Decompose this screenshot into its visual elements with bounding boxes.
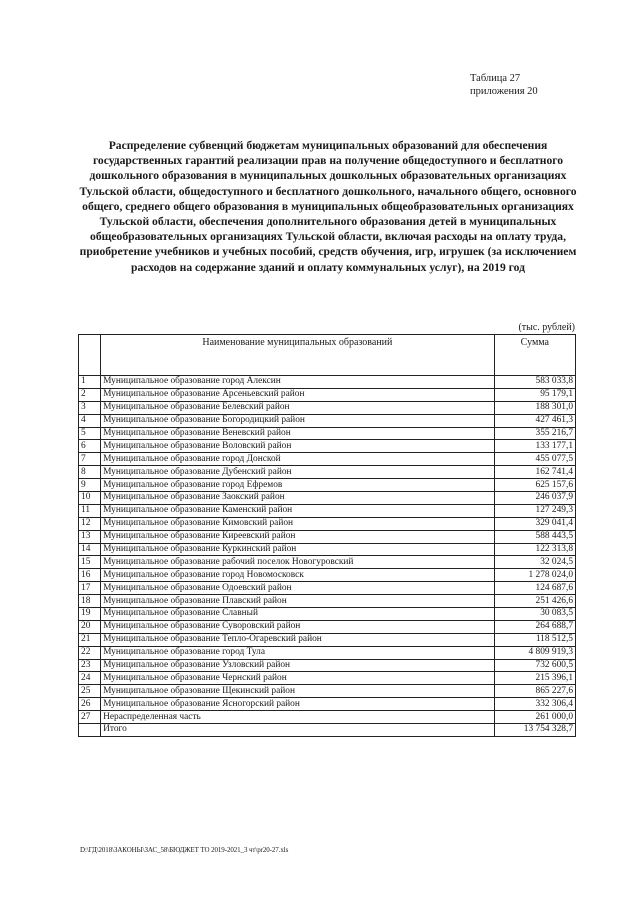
table-row <box>79 608 576 621</box>
municipality-name: Муниципальное образование Славный <box>101 608 495 621</box>
document-title: Распределение субвенций бюджетам муниципальных образований для обеспечения государственных гарантий реализации прав на получение общедоступного и бесплатного дошкольного образования в муниципальных дошкольных образовательных организациях Тульской области, общедоступного и бесплатного дошкольного, начального общего, основного общего, среднего общего образования в муниципальных общеобразовательных организациях Тульской области, обеспечения дополнительного образования детей в муниципальных общеобразовательных организациях Тульской области, включая расходы на оплату труда, приобретение учебников и учебных пособий, средств обучения, игр, игрушек (за исключением расходов на содержание зданий и оплату коммунальных услуг), на 2019 год <box>79 139 577 274</box>
row-number: 17 <box>79 582 101 595</box>
header-name-cell: Наименование муниципальных образований <box>101 335 495 376</box>
subsidy-amount: 329 041,4 <box>494 517 575 530</box>
subsidy-amount: 4 809 919,3 <box>494 646 575 659</box>
row-number: 11 <box>79 504 101 517</box>
row-number: 15 <box>79 556 101 569</box>
subsidy-amount: 261 000,0 <box>494 711 575 724</box>
table-row <box>79 711 576 724</box>
table-row <box>79 427 576 440</box>
subsidy-amount: 264 688,7 <box>494 620 575 633</box>
row-number: 7 <box>79 453 101 466</box>
row-number: 8 <box>79 466 101 479</box>
row-number: 2 <box>79 388 101 401</box>
subsidy-table <box>78 334 576 737</box>
row-number: 10 <box>79 492 101 505</box>
table-row <box>79 685 576 698</box>
row-number: 9 <box>79 479 101 492</box>
municipality-name: Муниципальное образование Узловский район <box>101 659 495 672</box>
row-number: 6 <box>79 440 101 453</box>
table-row <box>79 633 576 646</box>
row-number: 27 <box>79 711 101 724</box>
municipality-name: Муниципальное образование Арсеньевский район <box>101 388 495 401</box>
appendix-label: приложения 20 <box>470 86 538 97</box>
table-row <box>79 453 576 466</box>
row-number: 1 <box>79 376 101 389</box>
municipality-name: Муниципальное образование Каменский район <box>101 504 495 517</box>
subsidy-amount: 588 443,5 <box>494 530 575 543</box>
subsidy-amount: 427 461,3 <box>494 414 575 427</box>
municipality-name: Нераспределенная часть <box>101 711 495 724</box>
municipality-name: Муниципальное образование Ясногорский район <box>101 698 495 711</box>
row-number: 22 <box>79 646 101 659</box>
municipality-name: Муниципальное образование Киреевский район <box>101 530 495 543</box>
file-path-footer: D:\ГД\2018\ЗАКОНЫ\ЗАС_58\БЮДЖЕТ ТО 2019-2021_3 чт\pr20-27.xls <box>80 846 289 854</box>
total-label: Итого <box>101 724 495 737</box>
subsidy-amount: 251 426,6 <box>494 595 575 608</box>
municipality-name: Муниципальное образование Веневский район <box>101 427 495 440</box>
table-row <box>79 440 576 453</box>
subsidy-amount: 118 512,5 <box>494 633 575 646</box>
table-row <box>79 595 576 608</box>
table-row <box>79 672 576 685</box>
subsidy-amount: 865 227,6 <box>494 685 575 698</box>
subsidy-amount: 583 033,8 <box>494 376 575 389</box>
municipality-name: Муниципальное образование Заокский район <box>101 492 495 505</box>
row-number: 5 <box>79 427 101 440</box>
table-row <box>79 530 576 543</box>
table-row <box>79 479 576 492</box>
subsidy-amount: 332 306,4 <box>494 698 575 711</box>
municipality-name: Муниципальное образование город Алексин <box>101 376 495 389</box>
subsidy-amount: 1 278 024,0 <box>494 569 575 582</box>
row-number: 12 <box>79 517 101 530</box>
table-row <box>79 388 576 401</box>
subsidy-amount: 455 077,5 <box>494 453 575 466</box>
header-number-cell <box>79 335 101 376</box>
table-row <box>79 401 576 414</box>
row-number: 13 <box>79 530 101 543</box>
row-number: 19 <box>79 608 101 621</box>
subsidy-amount: 124 687,6 <box>494 582 575 595</box>
table-row <box>79 556 576 569</box>
municipality-name: Муниципальное образование город Тула <box>101 646 495 659</box>
row-number: 4 <box>79 414 101 427</box>
municipality-name: Муниципальное образование город Ефремов <box>101 479 495 492</box>
table-row <box>79 659 576 672</box>
row-number: 3 <box>79 401 101 414</box>
subsidy-amount: 732 600,5 <box>494 659 575 672</box>
table-row <box>79 504 576 517</box>
row-number: 18 <box>79 595 101 608</box>
subsidy-amount: 246 037,9 <box>494 492 575 505</box>
row-number: 24 <box>79 672 101 685</box>
table-row <box>79 582 576 595</box>
row-number: 14 <box>79 543 101 556</box>
municipality-name: Муниципальное образование город Донской <box>101 453 495 466</box>
municipality-name: Муниципальное образование Суворовский район <box>101 620 495 633</box>
table-row <box>79 569 576 582</box>
table-row <box>79 646 576 659</box>
municipality-name: Муниципальное образование Одоевский район <box>101 582 495 595</box>
municipality-name: Муниципальное образование Чернский район <box>101 672 495 685</box>
total-row <box>79 724 576 737</box>
row-number: 23 <box>79 659 101 672</box>
table-row <box>79 466 576 479</box>
row-number: 20 <box>79 620 101 633</box>
municipality-name: Муниципальное образование Белевский район <box>101 401 495 414</box>
municipality-name: Муниципальное образование Богородицкий район <box>101 414 495 427</box>
municipality-name: Муниципальное образование Тепло-Огаревский район <box>101 633 495 646</box>
row-number: 25 <box>79 685 101 698</box>
table-row <box>79 620 576 633</box>
table-row <box>79 543 576 556</box>
table-row <box>79 376 576 389</box>
row-number: 21 <box>79 633 101 646</box>
table-number-label: Таблица 27 <box>470 73 521 84</box>
total-number-cell <box>79 724 101 737</box>
municipality-name: Муниципальное образование Воловский район <box>101 440 495 453</box>
subsidy-amount: 188 301,0 <box>494 401 575 414</box>
table-row <box>79 414 576 427</box>
municipality-name: Муниципальное образование Плавский район <box>101 595 495 608</box>
units-label: (тыс. рублей) <box>518 322 575 333</box>
row-number: 26 <box>79 698 101 711</box>
total-amount: 13 754 328,7 <box>494 724 575 737</box>
subsidy-amount: 122 313,8 <box>494 543 575 556</box>
subsidy-amount: 625 157,6 <box>494 479 575 492</box>
subsidy-amount: 95 179,1 <box>494 388 575 401</box>
row-number: 16 <box>79 569 101 582</box>
municipality-name: Муниципальное образование рабочий поселок Новогуровский <box>101 556 495 569</box>
table-row <box>79 492 576 505</box>
municipality-name: Муниципальное образование Кимовский район <box>101 517 495 530</box>
municipality-name: Муниципальное образование Дубенский район <box>101 466 495 479</box>
subsidy-amount: 30 083,5 <box>494 608 575 621</box>
subsidy-amount: 133 177,1 <box>494 440 575 453</box>
header-sum-cell: Сумма <box>494 335 575 376</box>
subsidy-amount: 215 396,1 <box>494 672 575 685</box>
table-header-row <box>79 335 576 376</box>
subsidy-amount: 32 024,5 <box>494 556 575 569</box>
municipality-name: Муниципальное образование город Новомосковск <box>101 569 495 582</box>
municipality-name: Муниципальное образование Щекинский район <box>101 685 495 698</box>
table-row <box>79 698 576 711</box>
subsidy-amount: 355 216,7 <box>494 427 575 440</box>
subsidy-amount: 162 741,4 <box>494 466 575 479</box>
table-row <box>79 517 576 530</box>
table-reference <box>470 72 600 98</box>
municipality-name: Муниципальное образование Куркинский район <box>101 543 495 556</box>
subsidy-amount: 127 249,3 <box>494 504 575 517</box>
